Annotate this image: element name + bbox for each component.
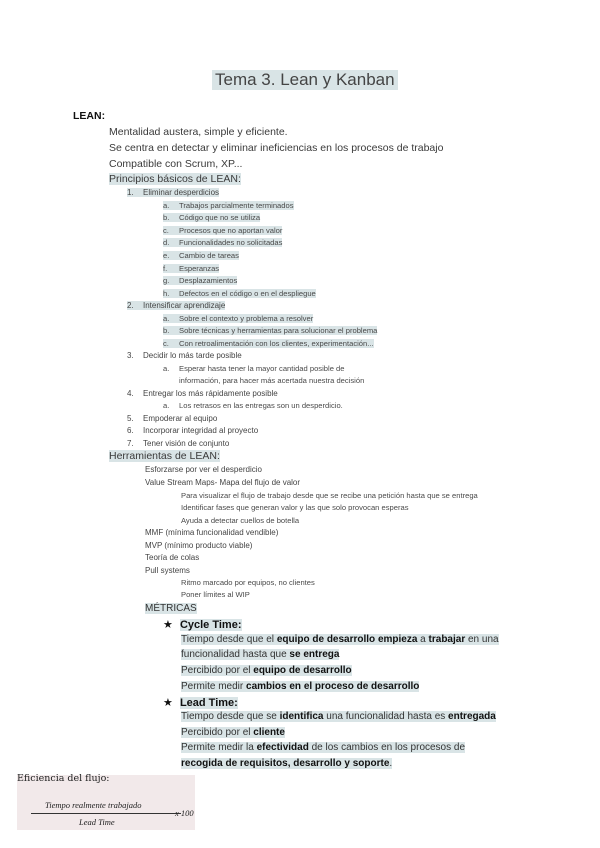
principle-3-sub-cont: información, para hacer más acertada nuestra decisión: [179, 376, 365, 385]
cycle-line-3: Percibido por el equipo de desarrollo: [181, 665, 352, 676]
intro-line-3: Compatible con Scrum, XP...: [109, 158, 243, 170]
principle-3: 3. Decidir lo más tarde posible: [127, 351, 242, 360]
fraction-bar: [31, 813, 181, 814]
principios-heading: Principios básicos de LEAN:: [109, 173, 241, 185]
tool-item: Value Stream Maps- Mapa del flujo de valor: [145, 478, 301, 487]
cycle-line-4: Permite medir cambios en el proceso de desarrollo: [181, 681, 420, 692]
principle-5: 5. Empoderar al equipo: [127, 414, 218, 423]
tool-subitem: Ayuda a detectar cuellos de botella: [181, 516, 300, 525]
tool-subitem: Poner límites al WIP: [181, 590, 250, 599]
principle-6: 6. Incorporar integridad al proyecto: [127, 426, 259, 435]
principle-1-sub: d. Funcionalidades no solicitadas: [163, 238, 283, 247]
flow-efficiency-formula: [17, 775, 195, 830]
cycle-line-1: Tiempo desde que el equipo de desarrollo empieza a trabajar en una: [181, 634, 499, 645]
principle-1-sub: h. Defectos en el código o en el despliegue: [163, 289, 316, 298]
principle-7: 7. Tener visión de conjunto: [127, 439, 230, 448]
principle-4-sub: a. Los retrasos en las entregas son un desperdicio.: [163, 401, 343, 410]
tool-item: Pull systems: [145, 566, 190, 575]
tool-item: MVP (mínimo producto viable): [145, 541, 253, 550]
tool-subitem: Identificar fases que generan valor y las que solo provocan esperas: [181, 503, 409, 512]
principle-3-sub: a. Esperar hasta tener la mayor cantidad posible de: [163, 364, 345, 373]
principle-1-sub: e. Cambio de tareas: [163, 251, 239, 260]
lead-line-2: Percibido por el cliente: [181, 727, 285, 738]
intro-line-1: Mentalidad austera, simple y eficiente.: [109, 126, 288, 138]
lean-heading: LEAN:: [73, 110, 106, 122]
lead-line-4: recogida de requisitos, desarrollo y soporte.: [181, 758, 393, 769]
principle-1-sub: a. Trabajos parcialmente terminados: [163, 201, 294, 210]
principle-2-sub: a. Sobre el contexto y problema a resolver: [163, 314, 314, 323]
lead-line-1: Tiempo desde que se identifica una funcionalidad hasta es entregada: [181, 711, 496, 722]
formula-numerator: Tiempo realmente trabajado: [45, 800, 142, 810]
cycle-time-title: ★ Cycle Time:: [163, 619, 242, 631]
tool-item: MMF (mínima funcionalidad vendible): [145, 528, 279, 537]
tool-item: Esforzarse por ver el desperdicio: [145, 465, 262, 474]
star-icon: ★: [163, 619, 173, 631]
principle-2: 2. Intensificar aprendizaje: [127, 301, 226, 310]
principle-1-sub: c. Procesos que no aportan valor: [163, 226, 283, 235]
lead-time-title: ★ Lead Time:: [163, 697, 238, 709]
formula-title: Eficiencia del flujo:: [17, 773, 110, 784]
page-title: Tema 3. Lean y Kanban: [212, 70, 398, 90]
metricas-heading: MÉTRICAS: [145, 603, 197, 614]
principle-1-sub: b. Código que no se utiliza: [163, 213, 261, 222]
formula-denominator: Lead Time: [79, 817, 115, 827]
tool-item: Teoría de colas: [145, 553, 200, 562]
lead-line-3: Permite medir la efectividad de los cambios en los procesos de: [181, 742, 466, 753]
principle-1-sub: f. Esperanzas: [163, 264, 220, 273]
intro-line-2: Se centra en detectar y eliminar ineficiencias en los procesos de trabajo: [109, 142, 444, 154]
principle-2-sub: b. Sobre técnicas y herramientas para solucionar el problema: [163, 326, 378, 335]
tool-subitem: Ritmo marcado por equipos, no clientes: [181, 578, 315, 587]
star-icon: ★: [163, 697, 173, 709]
principle-1-sub: g. Desplazamientos: [163, 276, 238, 285]
principle-2-sub: c. Con retroalimentación con los clientes, experimentación...: [163, 339, 374, 348]
cycle-line-2: funcionalidad hasta que se entrega: [181, 649, 340, 660]
principle-1: 1. Eliminar desperdicios: [127, 188, 220, 197]
herramientas-heading: Herramientas de LEAN:: [109, 450, 220, 462]
tool-subitem: Para visualizar el flujo de trabajo desde que se recibe una petición hasta que se entrega: [181, 491, 478, 500]
principle-4: 4. Entregar los más rápidamente posible: [127, 389, 278, 398]
formula-multiplier: x 100: [175, 808, 194, 818]
